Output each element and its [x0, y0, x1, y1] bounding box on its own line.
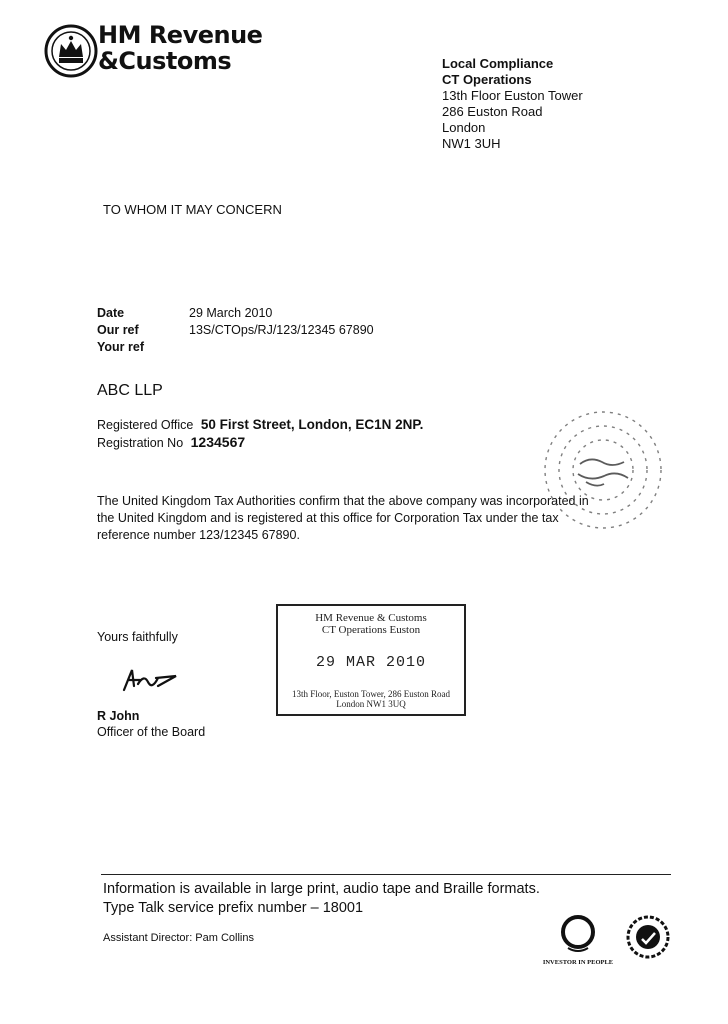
- investor-in-people-icon: [538, 912, 618, 954]
- accessibility-info: [103, 880, 540, 918]
- iip-label: INVESTOR IN PEOPLE: [542, 959, 614, 966]
- salutation: TO WHOM IT MAY CONCERN: [103, 202, 282, 217]
- body-line-3: reference number 123/12345 67890.: [97, 528, 300, 542]
- company-name: ABC LLP: [97, 382, 163, 399]
- body-line-2: the United Kingdom and is registered at this office for Corporation Tax under the tax: [97, 511, 559, 525]
- signature: [118, 664, 180, 694]
- hmrc-logo-text: [98, 22, 262, 74]
- address-line-2: CT Operations: [442, 72, 532, 87]
- address-line-4: 286 Euston Road: [442, 104, 543, 119]
- date-label: Date: [97, 306, 125, 320]
- valediction: Yours faithfully: [97, 630, 178, 644]
- signer-name: R John: [97, 709, 140, 723]
- hmrc-crest-icon: [44, 24, 98, 78]
- address-line-6: NW1 3UH: [442, 136, 501, 151]
- registration-no-label: Registration No: [97, 436, 184, 450]
- date-stamp: [276, 604, 466, 716]
- our-ref-label: Our ref: [97, 323, 139, 337]
- stamp-line-1: HM Revenue & Customs: [315, 612, 427, 624]
- footer-divider: [101, 874, 671, 875]
- your-ref-label: Your ref: [97, 340, 144, 354]
- registration-block: [97, 416, 423, 452]
- body-line-1: The United Kingdom Tax Authorities confirm that the above company was incorporated in: [97, 494, 589, 508]
- info-line-2: Type Talk service prefix number – 18001: [103, 900, 364, 916]
- info-line-1: Information is available in large print, audio tape and Braille formats.: [103, 881, 540, 897]
- address-line-1: Local Compliance: [442, 56, 554, 71]
- investor-in-people-badge: [538, 912, 618, 968]
- assistant-director: Assistant Director: Pam Collins: [103, 932, 254, 944]
- stamp-line-2: CT Operations Euston: [321, 624, 421, 636]
- registered-office-label: Registered Office: [97, 418, 194, 432]
- address-line-3: 13th Floor Euston Tower: [442, 88, 583, 103]
- address-line-5: London: [442, 120, 486, 135]
- embossed-seal-icon: [528, 398, 678, 548]
- office-address: [442, 56, 583, 152]
- registration-no-value: 1234567: [190, 434, 246, 450]
- stamp-address-1: 13th Floor, Euston Tower, 286 Euston Road: [292, 689, 450, 699]
- our-ref-value: 13S/CTOps/RJ/123/12345 67890: [189, 323, 374, 337]
- stamp-address-2: London NW1 3UQ: [336, 699, 406, 709]
- registered-office-value: 50 First Street, London, EC1N 2NP.: [200, 417, 424, 432]
- logo-line-2: &Customs: [98, 47, 232, 75]
- logo-line-1: HM Revenue: [98, 21, 263, 49]
- stamp-date: 29 MAR 2010: [315, 654, 427, 671]
- reference-block: [97, 305, 374, 356]
- signer-title: Officer of the Board: [97, 725, 206, 739]
- signer-block: [97, 708, 205, 740]
- accreditation-badge-icon: [622, 912, 674, 962]
- date-value: 29 March 2010: [189, 306, 273, 320]
